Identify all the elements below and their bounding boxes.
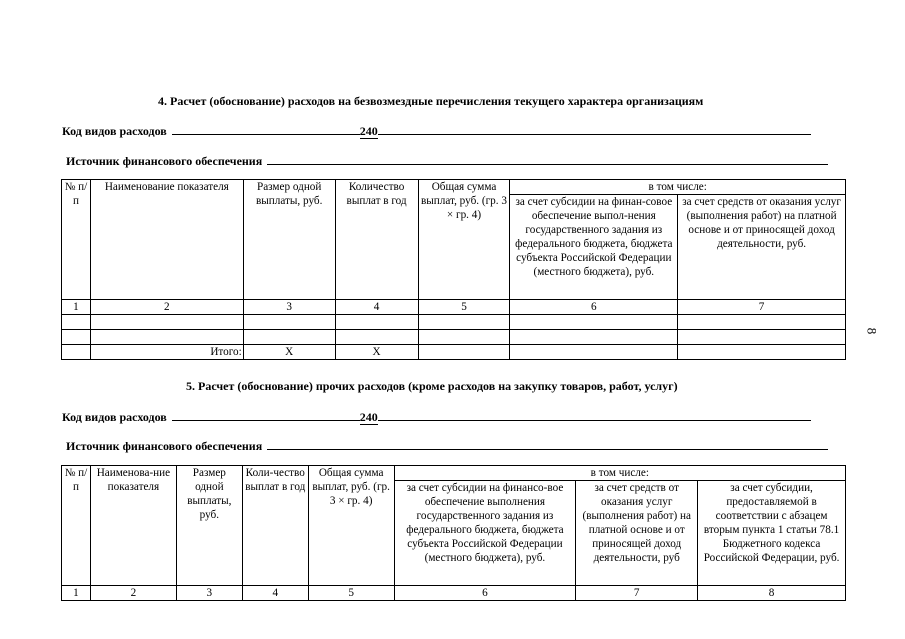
s5-colnum: 3: [176, 586, 242, 601]
section5-code-line: [62, 408, 811, 425]
section4-table: [61, 179, 846, 360]
section5-source-line: [66, 437, 828, 454]
s4-h-sub1: за счет субсидии на финан-совое обеспечение выпол-нения государственного задания из федерального бюджета, бюджета субъекта Российской Федерации (местного бюджета), руб.: [510, 195, 678, 300]
s5-colnum: 8: [698, 586, 846, 601]
s5-h-sub2: за счет средств от оказания услуг (выполнения работ) на платной основе и от приносящей доход деятельности, руб: [576, 481, 698, 586]
s5-h-incl: в том числе:: [394, 466, 845, 481]
s4-h-name: Наименование показателя: [90, 180, 243, 300]
s4-h-sub2: за счет средств от оказания услуг (выполнения работ) на платной основе и от приносящей доход деятельности, руб.: [678, 195, 846, 300]
s4-itogo-x: Х: [335, 345, 418, 360]
s4-itogo-label: Итого:: [90, 345, 243, 360]
s4-colnum: 6: [510, 300, 678, 315]
s4-colnum: 2: [90, 300, 243, 315]
s4-h-count: Количество выплат в год: [335, 180, 418, 300]
s5-colnum: 2: [90, 586, 176, 601]
section4-code-label: Код видов расходов: [62, 124, 167, 138]
s5-colnum: 7: [576, 586, 698, 601]
s5-h-sub1: за счет субсидии на финансо-вое обеспечение выполнения государственного задания из федерального бюджета, бюджета субъекта Российской Федерации (местного бюджета), руб.: [394, 481, 576, 586]
section4-source-label: Источник финансового обеспечения: [66, 154, 263, 168]
s5-h-size: Размер одной выплаты, руб.: [176, 466, 242, 586]
section5-title: 5. Расчет (обоснование) прочих расходов (кроме расходов на закупку товаров, работ, услуг): [186, 379, 678, 393]
s4-h-size: Размер одной выплаты, руб.: [243, 180, 335, 300]
s5-colnum: 5: [308, 586, 394, 601]
section4-code-line: [62, 122, 811, 139]
section4-code-value: 240: [359, 124, 378, 138]
section5-code-value: 240: [359, 410, 378, 424]
s4-itogo-x: Х: [243, 345, 335, 360]
section4-source-line: [66, 152, 828, 169]
s4-colnum: 4: [335, 300, 418, 315]
s4-colnum: 5: [418, 300, 510, 315]
s4-h-total: Общая сумма выплат, руб. (гр. 3 × гр. 4): [418, 180, 510, 300]
s4-empty-row: [62, 315, 846, 330]
page-number: 8: [864, 327, 880, 335]
s4-h-num: № п/п: [62, 180, 91, 300]
s4-colnum-row: [62, 300, 846, 315]
s5-h-total: Общая сумма выплат, руб. (гр. 3 × гр. 4): [308, 466, 394, 586]
s5-h-count: Коли-чество выплат в год: [242, 466, 308, 586]
s5-colnum: 6: [394, 586, 576, 601]
s4-h-incl: в том числе:: [510, 180, 846, 195]
s5-h-num: № п/п: [62, 466, 91, 586]
section4-title: 4. Расчет (обоснование) расходов на безвозмездные перечисления текущего характера организациям: [158, 94, 704, 108]
section5-table: [61, 465, 846, 601]
s5-colnum-row: [62, 586, 846, 601]
s5-colnum: 4: [242, 586, 308, 601]
s4-colnum: 3: [243, 300, 335, 315]
s4-colnum: 1: [62, 300, 91, 315]
s4-empty-row: [62, 330, 846, 345]
s4-colnum: 7: [678, 300, 846, 315]
s5-h-name: Наименова-ние показателя: [90, 466, 176, 586]
section5-code-label: Код видов расходов: [62, 410, 167, 424]
s5-h-sub3: за счет субсидии, предоставляемой в соответствии с абзацем вторым пункта 1 статьи 78.1 Бюджетного кодекса Российской Федерации, руб.: [698, 481, 846, 586]
section5-source-label: Источник финансового обеспечения: [66, 439, 263, 453]
s5-colnum: 1: [62, 586, 91, 601]
s4-itogo-row: [62, 345, 846, 360]
